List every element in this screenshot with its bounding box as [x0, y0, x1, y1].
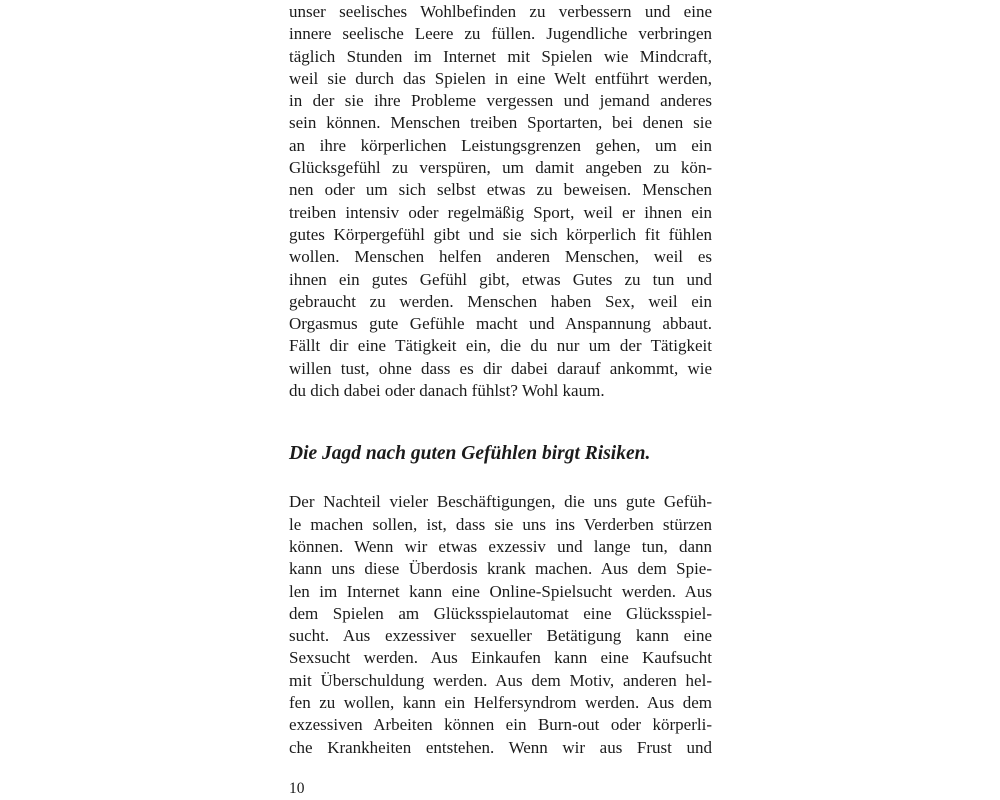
text-line: che Krankheiten entstehen. Wenn wir aus Frust und	[289, 737, 712, 757]
text-line: le machen sollen, ist, dass sie uns ins Verderben stürzen	[289, 514, 712, 534]
text-line: unser seelisches Wohlbefinden zu verbessern und eine	[289, 2, 712, 21]
page-number: 10	[289, 780, 305, 797]
text-line: len im Internet kann eine Online-Spielsucht werden. Aus	[289, 581, 712, 601]
paragraph-2	[289, 491, 712, 759]
text-line: innere seelische Leere zu füllen. Jugendliche verbringen	[289, 24, 712, 44]
text-line: nen oder um sich selbst etwas zu beweisen. Menschen	[289, 180, 712, 200]
text-line: fen zu wollen, kann ein Helfersyndrom werden. Aus dem	[289, 693, 712, 713]
text-line: ihnen ein gutes Gefühl gibt, etwas Gutes zu tun und	[289, 269, 712, 289]
text-line: an ihre körperlichen Leistungsgrenzen gehen, um ein	[289, 135, 712, 155]
text-line: du dich dabei oder danach fühlst? Wohl kaum.	[289, 381, 605, 401]
text-line: Sexsucht werden. Aus Einkaufen kann eine Kaufsucht	[289, 648, 712, 668]
text-block	[289, 1, 712, 759]
text-line: mit Überschuldung werden. Aus dem Motiv, anderen hel-	[289, 670, 712, 690]
text-line: gutes Körpergefühl gibt und sie sich körperlich fit fühlen	[289, 224, 712, 244]
text-line: sucht. Aus exzessiver sexueller Betätigung kann eine	[289, 626, 712, 646]
text-line: weil sie durch das Spielen in eine Welt entführt werden,	[289, 68, 712, 88]
text-line: Fällt dir eine Tätigkeit ein, die du nur um der Tätigkeit	[289, 336, 712, 356]
text-line: exzessiven Arbeiten können ein Burn-out oder körperli-	[289, 715, 712, 735]
text-line: in der sie ihre Probleme vergessen und jemand anderes	[289, 91, 712, 111]
paragraph-1	[289, 1, 712, 402]
text-line: Der Nachteil vieler Beschäftigungen, die uns gute Gefüh-	[289, 492, 712, 512]
text-line: gebraucht zu werden. Menschen haben Sex, weil ein	[289, 291, 712, 311]
text-line: Glücksgefühl zu verspüren, um damit angeben zu kön-	[289, 158, 712, 178]
text-line: kann uns diese Überdosis krank machen. Aus dem Spie-	[289, 559, 712, 579]
text-line: täglich Stunden im Internet mit Spielen wie Mindcraft,	[289, 46, 712, 66]
text-line: können. Wenn wir etwas exzessiv und lange tun, dann	[289, 536, 712, 556]
text-line: Orgasmus gute Gefühle macht und Anspannung abbaut.	[289, 314, 712, 334]
section-heading: Die Jagd nach guten Gefühlen birgt Risiken.	[289, 443, 651, 465]
text-line: willen tust, ohne dass es dir dabei darauf ankommt, wie	[289, 358, 712, 378]
text-line: dem Spielen am Glücksspielautomat eine Glücksspiel-	[289, 603, 712, 623]
text-line: wollen. Menschen helfen anderen Menschen, weil es	[289, 247, 712, 267]
text-line: treiben intensiv oder regelmäßig Sport, weil er ihnen ein	[289, 202, 712, 222]
text-line: sein können. Menschen treiben Sportarten, bei denen sie	[289, 113, 712, 133]
